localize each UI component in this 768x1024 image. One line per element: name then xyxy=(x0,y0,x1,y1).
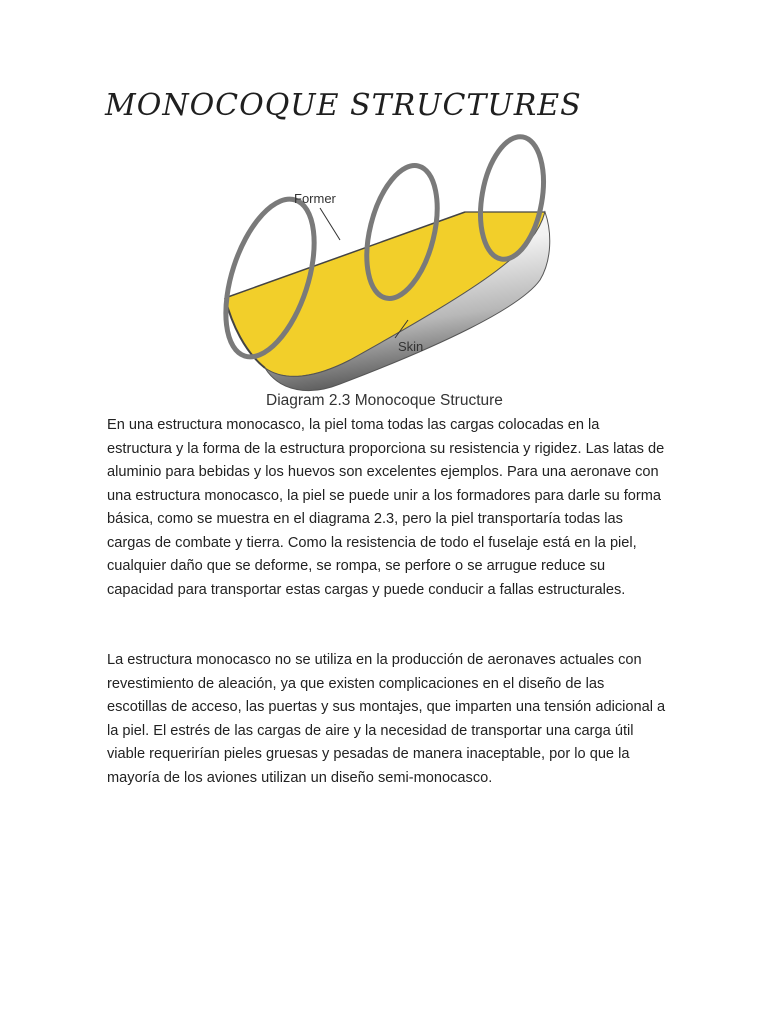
page-title: MONOCOQUE STRUCTURES xyxy=(105,88,582,123)
skin-label: Skin xyxy=(398,339,424,354)
monocoque-diagram xyxy=(160,120,610,420)
figure-caption: Diagram 2.3 Monocoque Structure xyxy=(266,392,503,409)
diagram-svg xyxy=(160,120,610,420)
paragraph-2: La estructura monocasco no se utiliza en la producción de aeronaves actuales con revestimiento de aleación, ya que existen complicaciones en el diseño de las escotillas de acceso, las puertas y sus montajes, que imparten una tensión adicional a la piel. El estrés de las cargas de aire y la necesidad de transportar una carga útil viable requerirían pieles gruesas y pesadas de manera inaceptable, por lo que la mayoría de los aviones utilizan un diseño semi-monocasco. xyxy=(107,652,666,786)
paragraph-1: En una estructura monocasco, la piel toma todas las cargas colocadas en la estructura y la forma de la estructura proporciona su resistencia y rigidez. Las latas de aluminio para bebidas y los huevos son excelentes ejemplos. Para una aeronave con una estructura monocasco, la piel se puede unir a los formadores para darle su forma básica, como se muestra en el diagrama 2.3, pero la piel transportaría todas las cargas de combate y tierra. Como la resistencia de todo el fuselaje está en la piel, cualquier daño que se deforme, se rompa, se perfore o se arrugue reduce su capacidad para transportar estas cargas y puede conducir a fallas estructurales. xyxy=(107,417,665,598)
former-label: Former xyxy=(294,191,336,206)
former-leader-line xyxy=(320,208,340,240)
